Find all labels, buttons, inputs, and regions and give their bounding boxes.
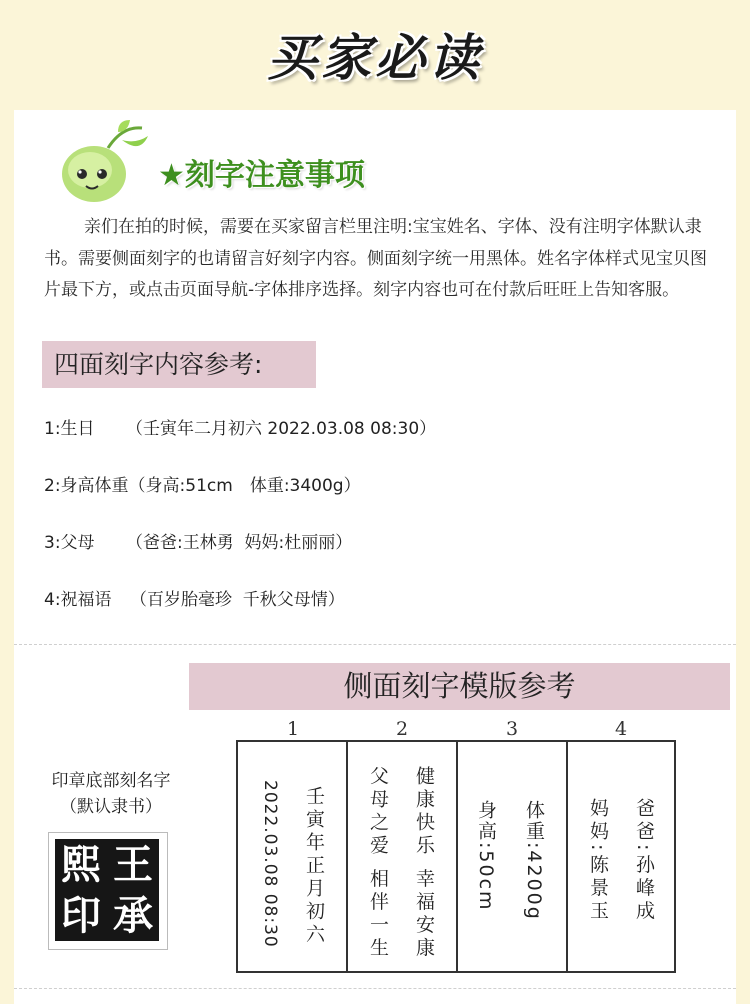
ref-item-value: （身高:51cm 体重:3400g） [128,476,361,496]
seal-stamp [55,839,159,941]
page-title: 买家必读 [267,29,483,87]
column-4-text-left: 妈妈:陈景玉 [587,798,609,924]
side-template-heading: 侧面刻字模版参考 [189,663,730,710]
seal-char: 王 [113,841,153,888]
column-2-text-right: 健康快乐 幸福安康 [413,766,435,961]
seal-char: 熙 [61,841,101,888]
ref-item-value: （百岁胎毫珍 千秋父母情） [130,590,345,610]
column-4-text-right: 爸爸:孙峰成 [633,798,655,924]
side-template-table [236,740,676,973]
seal-char: 印 [61,892,101,939]
ref-item-blessing [44,585,345,610]
column-number: 2 [395,718,409,740]
column-number: 3 [505,718,519,740]
column-divider [456,742,458,971]
notice-heading: ★刻字注意事项 [158,158,365,193]
ref-item-label: 1:生日 [44,419,95,439]
column-divider [346,742,348,971]
bottom-divider [14,988,736,989]
column-1-text-left: 2022.03.08 08:30 [260,780,280,948]
column-2-text-left: 父母之爱 相伴一生 [367,766,389,961]
column-3-text-left: 身高:50cm [475,800,497,912]
column-3-text-right: 体重:4200g [523,800,545,921]
ref-item-value: （壬寅年二月初六 2022.03.08 08:30） [126,419,437,439]
ref-item-value: （爸爸:王林勇 妈妈:杜丽丽） [126,533,353,553]
column-divider [566,742,568,971]
ref-item-label: 2:身高体重 [44,476,129,496]
leaf-sprite-icon [56,118,151,208]
notice-paragraph: 亲们在拍的时候，需要在买家留言栏里注明:宝宝姓名、字体、没有注明字体默认隶书。需要侧面刻字的也请留言好刻字内容。侧面刻字统一用黑体。姓名字体样式见宝贝图片最下方，或点击页面导航-字体排序选择。刻字内容也可在付款后旺旺上告知客服。 [44,217,707,300]
section-divider [14,644,736,645]
seal-char: 承 [113,892,153,939]
column-1-text-right: 壬寅年正月初六 [303,786,325,947]
seal-caption-line: 印章底部刻名字 [51,771,171,791]
ref-item-parents [44,528,352,553]
column-number: 1 [286,718,300,740]
four-side-heading: 四面刻字内容参考: [42,341,316,388]
ref-item-height-weight [44,471,361,496]
seal-caption-line: （默认隶书） [60,797,162,817]
seal-sample [48,832,168,950]
column-number: 4 [614,718,628,740]
ref-item-label: 4:祝福语 [44,590,112,610]
seal-caption [30,768,192,820]
ref-item-label: 3:父母 [44,533,95,553]
ref-item-birthday [44,414,436,439]
